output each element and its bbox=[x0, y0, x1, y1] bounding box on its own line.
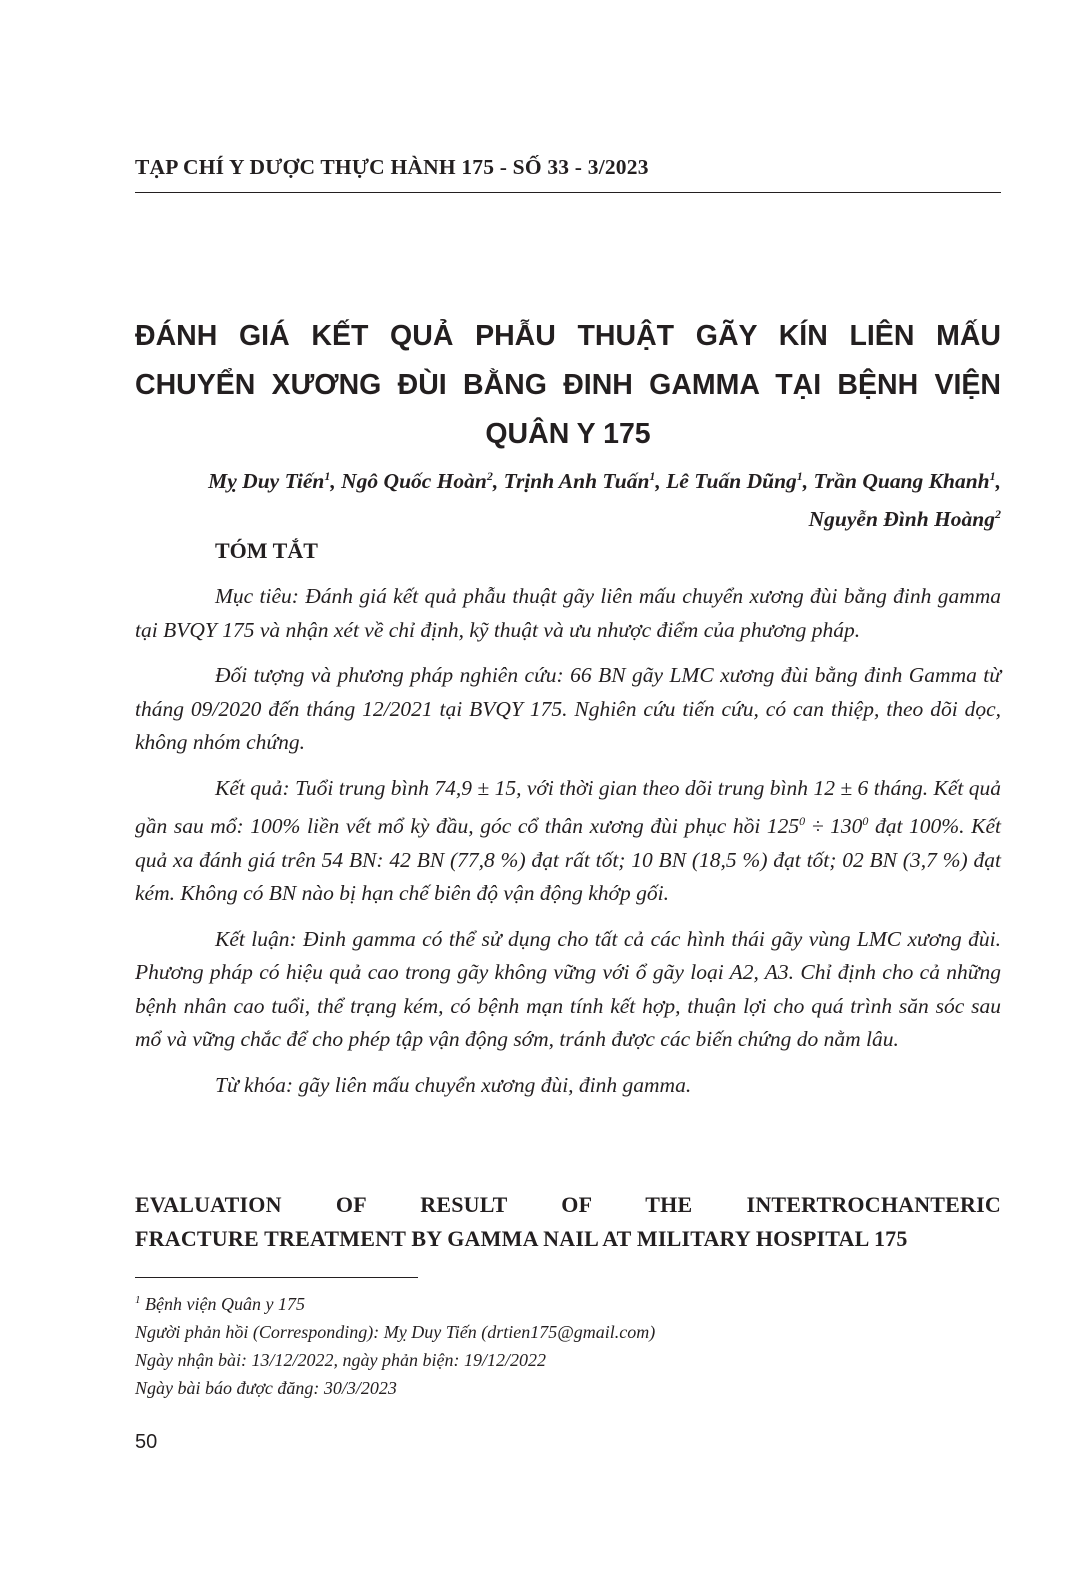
author-name: Mỵ Duy Tiến bbox=[208, 469, 325, 494]
footnote-affiliation bbox=[135, 1286, 1001, 1318]
results-text-3: đạt 100%. Kết quả xa đánh giá trên 54 BN: 42 BN (77,8 %) đạt rất tốt; 10 BN (18,5 %) đạt tốt; 02 BN (3,7 %) đạt kém. Không có BN nào bị hạn chế biên độ vận động khớp gối. bbox=[135, 814, 1001, 906]
abstract-body bbox=[135, 580, 1001, 1114]
author-affiliation-mark: 2 bbox=[995, 507, 1001, 522]
author-separator: , bbox=[330, 469, 342, 494]
footnotes bbox=[135, 1286, 1001, 1402]
footnote-received: Ngày nhận bài: 13/12/2022, ngày phản biện: 19/12/2022 bbox=[135, 1350, 546, 1370]
author-name: Lê Tuấn Dũng bbox=[666, 469, 797, 494]
affiliation-text: Bệnh viện Quân y 175 bbox=[140, 1294, 305, 1314]
degree-superscript: 0 bbox=[799, 814, 806, 828]
author-name: Ngô Quốc Hoàn bbox=[341, 469, 487, 494]
author-separator: , bbox=[655, 469, 667, 494]
article-title: ĐÁNH GIÁ KẾT QUẢ PHẪU THUẬT GÃY KÍN LIÊN MẤU CHUYỂN XƯƠNG ĐÙI BẰNG ĐINH GAMMA TẠI BỆNH VIỆN QUÂN Y 175 bbox=[135, 320, 1001, 450]
english-title-line-1: EVALUATION OF RESULT OF THE INTERTROCHANTERIC bbox=[135, 1192, 1001, 1217]
abstract-keywords: Từ khóa: gãy liên mấu chuyển xương đùi, đinh gamma. bbox=[215, 1072, 692, 1097]
english-title bbox=[135, 1188, 1001, 1256]
footnote-corresponding: Người phản hồi (Corresponding): Mỵ Duy Tiến (drtien175@gmail.com) bbox=[135, 1322, 656, 1342]
results-text-1: Kết quả: Tuổi trung bình 74,9 ± 15, với thời gian theo dõi trung bình 12 ± 6 tháng. Kết quả gần sau mổ: 100% liền vết mổ kỳ đầu, góc cổ thân xương đùi phục hồi 125 bbox=[135, 775, 1001, 839]
footnote-published: Ngày bài báo được đăng: 30/3/2023 bbox=[135, 1378, 397, 1398]
abstract-objective: Mục tiêu: Đánh giá kết quả phẫu thuật gãy liên mấu chuyển xương đùi bằng đinh gamma tại BVQY 175 và nhận xét về chỉ định, kỹ thuật và ưu nhược điểm của phương pháp. bbox=[135, 584, 1001, 642]
journal-header: TẠP CHÍ Y DƯỢC THỰC HÀNH 175 - SỐ 33 - 3/2023 bbox=[135, 155, 1001, 193]
abstract-results bbox=[135, 772, 1001, 911]
author-separator: , bbox=[492, 469, 504, 494]
author-affiliation-mark: 1 bbox=[649, 469, 656, 483]
degree-superscript: 0 bbox=[862, 814, 869, 828]
author-name: Trịnh Anh Tuấn bbox=[503, 469, 650, 494]
footnote-divider bbox=[135, 1277, 418, 1278]
author-separator: , bbox=[802, 469, 814, 494]
author-separator: , bbox=[995, 469, 1001, 494]
author-name: Trần Quang Khanh bbox=[813, 469, 990, 494]
results-text-2: ÷ 130 bbox=[805, 814, 863, 839]
abstract-conclusion: Kết luận: Đinh gamma có thể sử dụng cho tất cả các hình thái gãy vùng LMC xương đùi. Phương pháp có hiệu quả cao trong gãy không vững với ổ gãy loại A2, A3. Chỉ định cho cả những bệnh nhân cao tuổi, thể trạng kém, có bệnh mạn tính kết hợp, thuận lợi cho quá trình săn sóc sau mổ và vững chắc để cho phép tập vận động sớm, tránh được các biến chứng do nằm lâu. bbox=[135, 926, 1001, 1052]
abstract-heading: TÓM TẮT bbox=[215, 538, 318, 563]
author-affiliation-mark: 2 bbox=[486, 469, 493, 483]
abstract-methods: Đối tượng và phương pháp nghiên cứu: 66 BN gãy LMC xương đùi bằng đinh Gamma từ tháng 09/2020 đến tháng 12/2021 tại BVQY 175. Nghiên cứu tiến cứu, có can thiệp, theo dõi dọc, không nhóm chứng. bbox=[135, 663, 1001, 754]
english-title-line-2: FRACTURE TREATMENT BY GAMMA NAIL AT MILITARY HOSPITAL 175 bbox=[135, 1226, 908, 1251]
affiliation-mark: 1 bbox=[135, 1294, 141, 1306]
author-affiliation-mark: 1 bbox=[989, 469, 996, 483]
page-number: 50 bbox=[135, 1431, 158, 1453]
author-list bbox=[135, 460, 1001, 536]
author-affiliation-mark: 1 bbox=[796, 469, 803, 483]
author-affiliation-mark: 1 bbox=[324, 469, 331, 483]
author-name: Nguyễn Đình Hoàng bbox=[808, 507, 995, 532]
